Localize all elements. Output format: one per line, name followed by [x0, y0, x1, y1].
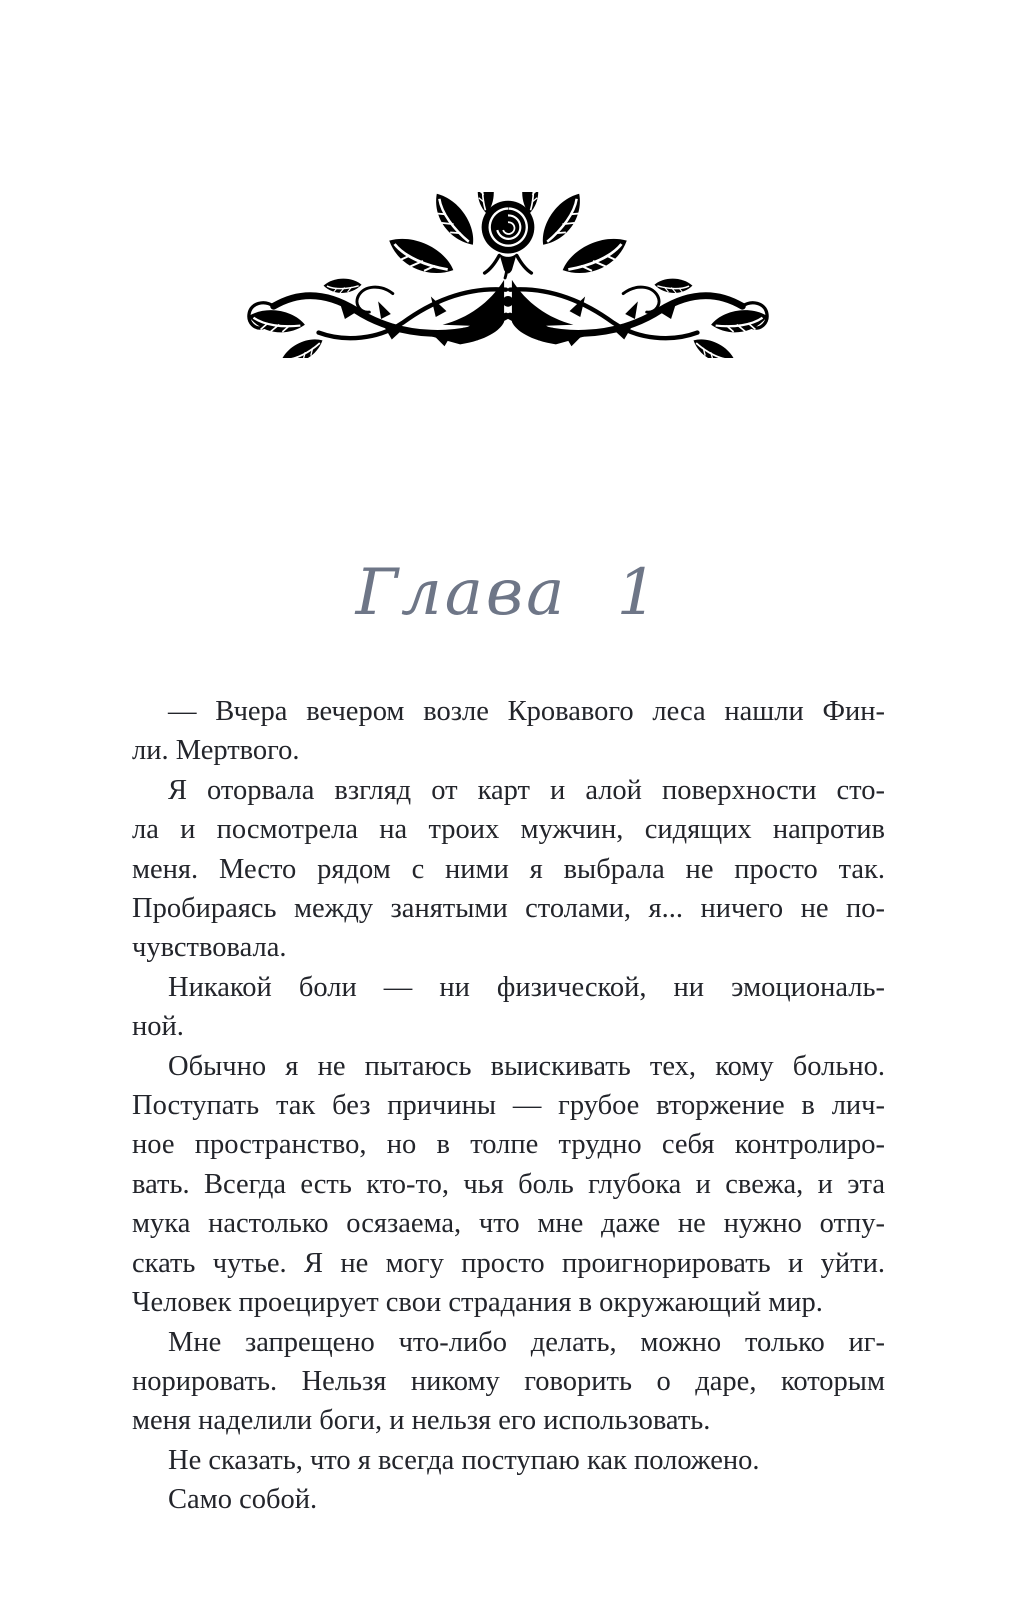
paragraph	[132, 1480, 885, 1519]
text-line: Само собой.	[168, 1484, 318, 1516]
text-line: Обычно я не пытаюсь выискивать тех, кому больно.	[168, 1050, 885, 1082]
text-line: ной.	[132, 1011, 184, 1043]
center-dot	[503, 296, 514, 307]
text-line: Пробираясь между занятыми столами, я... ничего не по-	[132, 893, 885, 925]
text-line: Я оторвала взгляд от карт и алой поверхности сто-	[168, 774, 885, 806]
paragraph	[132, 1441, 885, 1480]
text-line: Человек проецирует свои страдания в окружающий мир.	[132, 1287, 823, 1319]
text-line: вать. Всегда есть кто-то, чья боль глубока и свежа, и эта	[132, 1168, 885, 1200]
rose-ornament-svg	[240, 192, 776, 358]
rose-icon	[482, 201, 535, 254]
text-line: Не сказать, что я всегда поступаю как положено.	[168, 1444, 760, 1476]
chapter-title: Глава 1	[355, 556, 661, 630]
text-line: Никакой боли — ни физической, ни эмоциональ-	[168, 971, 885, 1003]
text-line: норировать. Нельзя никому говорить о даре, которым	[132, 1365, 885, 1397]
rose-bud-icon	[485, 254, 532, 278]
chapter-body	[132, 692, 885, 1520]
paragraph	[132, 1047, 885, 1323]
paragraph	[132, 968, 885, 1047]
text-line: скать чутье. Я не могу просто проигнорировать и уйти.	[132, 1247, 885, 1279]
text-line: — Вчера вечером возле Кровавого леса нашли Фин-	[168, 696, 885, 727]
text-line: ное пространство, но в толпе трудно себя контролиро-	[132, 1129, 885, 1161]
text-line: меня наделили боги, и нельзя его использовать.	[132, 1405, 711, 1437]
paragraph	[132, 692, 885, 771]
rose-thorn-ornament	[240, 192, 776, 358]
text-line: ла и посмотрела на троих мужчин, сидящих напротив	[132, 814, 885, 846]
paragraph	[132, 771, 885, 968]
text-line: ли. Мертвого.	[132, 735, 300, 767]
text-line: чувствовала.	[132, 932, 287, 964]
text-line: мука настолько осязаема, что мне даже не нужно отпу-	[132, 1208, 885, 1240]
paragraph	[132, 1323, 885, 1441]
text-line: Мне запрещено что-либо делать, можно только иг-	[168, 1326, 885, 1358]
text-line: Поступать так без причины — грубое вторжение в лич-	[132, 1090, 885, 1122]
text-line: меня. Место рядом с ними я выбрала не просто так.	[132, 853, 885, 885]
